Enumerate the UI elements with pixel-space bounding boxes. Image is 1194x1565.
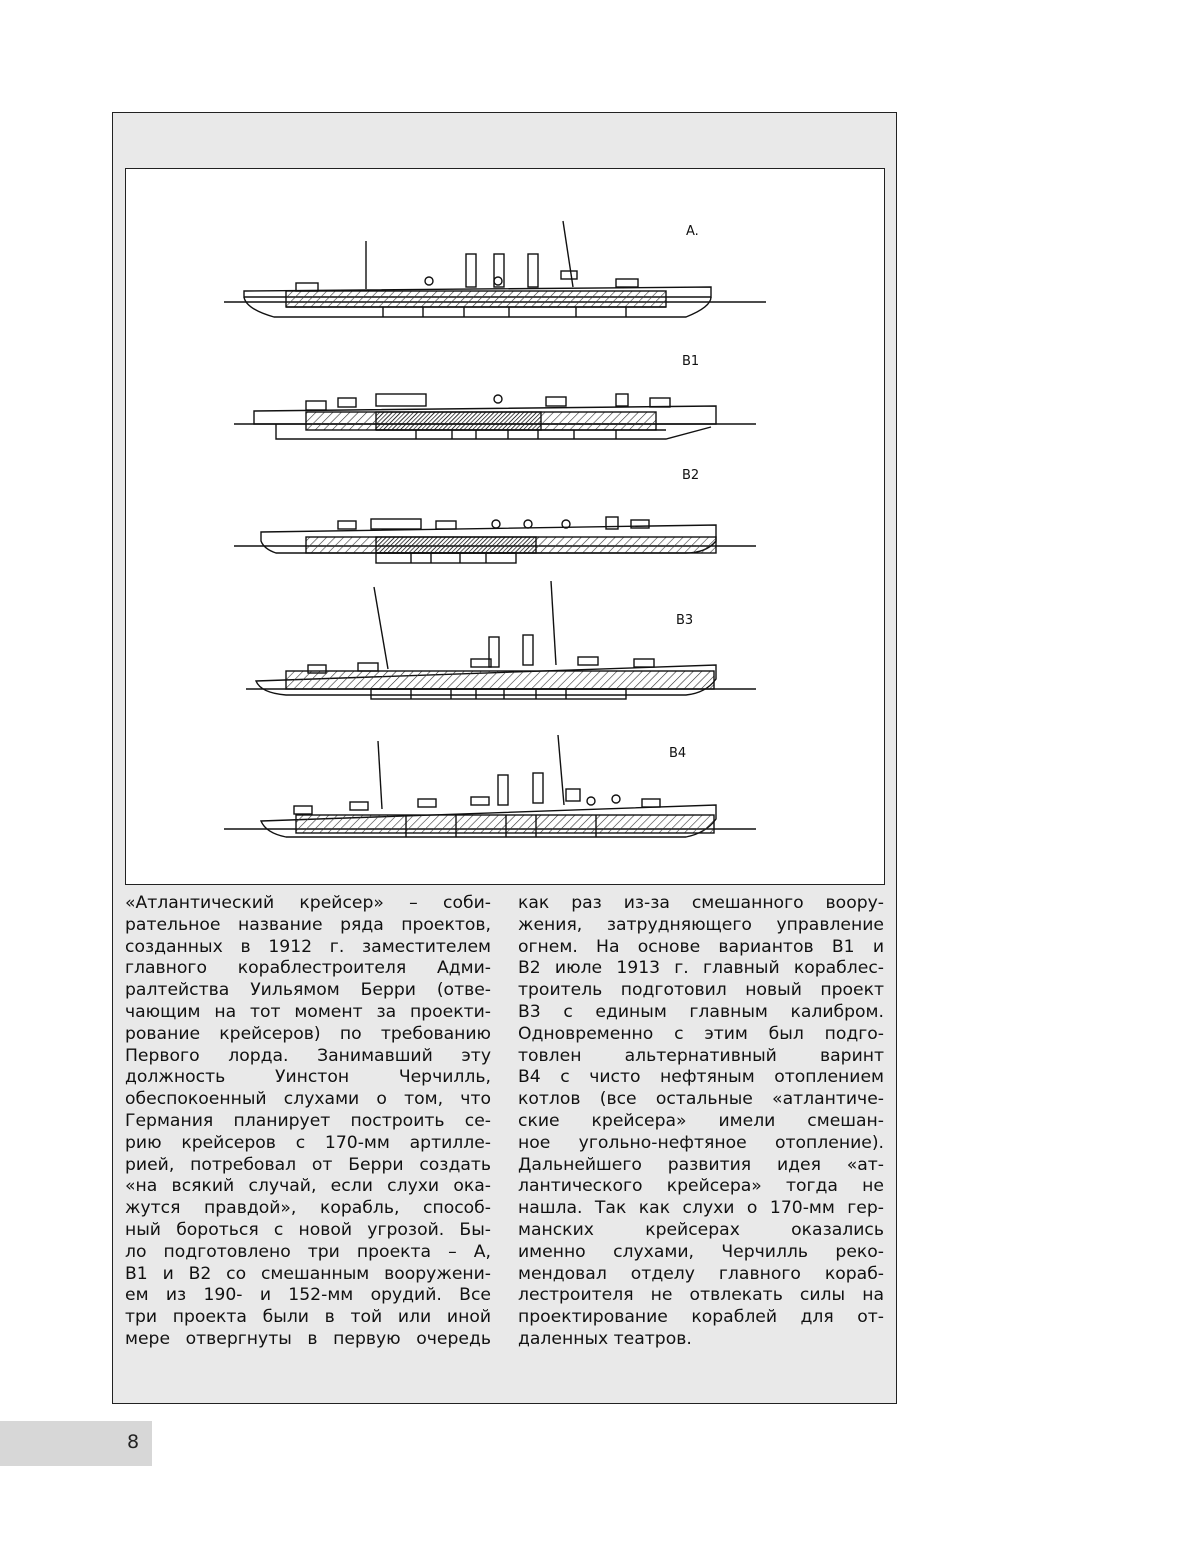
ship-profile-b3 <box>246 581 756 699</box>
text-line: жения, затрудняющего управление <box>518 914 884 935</box>
text-line: котлов (все остальные «атлантиче- <box>518 1089 884 1110</box>
text-line: должность Уинстон Черчилль, <box>125 1067 491 1088</box>
text-line: ное угольно-нефтяное отопление). <box>518 1132 884 1153</box>
text-column-right <box>518 893 884 1351</box>
text-line: рию крейсеров с 170-мм артилле- <box>125 1132 491 1153</box>
text-line: В1 и В2 со смешанным вооружени- <box>125 1263 491 1284</box>
variant-label-b3: B3 <box>676 613 694 628</box>
variant-label-b1: B1 <box>682 354 700 369</box>
text-line: Одновременно с этим был подго- <box>518 1023 884 1044</box>
text-line: проектирование кораблей для от- <box>518 1307 884 1328</box>
text-line: ло подготовлено три проекта – А, <box>125 1241 491 1262</box>
text-line: рование крейсеров) по требованию <box>125 1023 491 1044</box>
text-line: рательное название ряда проектов, <box>125 914 491 935</box>
ship-profiles-svg <box>126 169 883 883</box>
text-line: созданных в 1912 г. заместителем <box>125 936 491 957</box>
text-line: ный бороться с новой угрозой. Бы- <box>125 1219 491 1240</box>
text-line: огнем. На основе вариантов В1 и <box>518 936 884 957</box>
text-line: товлен альтернативный варинт <box>518 1045 884 1066</box>
text-line: обеспокоенный слухами о том, что <box>125 1089 491 1110</box>
text-line: Дальнейшего развития идея «ат- <box>518 1154 884 1175</box>
text-line: как раз из-за смешанного воору- <box>518 893 884 913</box>
ship-profile-a <box>224 221 766 317</box>
ship-profile-b1 <box>234 394 756 439</box>
text-line: ские крейсера» имели смешан- <box>518 1110 884 1131</box>
text-line: три проекта были в той или иной <box>125 1307 491 1328</box>
text-line: нашла. Так как слухи о 170-мм гер- <box>518 1198 884 1219</box>
text-line: «Атлантический крейсер» – соби- <box>125 893 491 913</box>
text-line: «на всякий случай, если слухи ока- <box>125 1176 491 1197</box>
text-line: именно слухами, Черчилль реко- <box>518 1241 884 1262</box>
text-line: Германия планирует построить се- <box>125 1110 491 1131</box>
text-line: лантического крейсера» тогда не <box>518 1176 884 1197</box>
ship-profile-b2 <box>234 517 756 563</box>
text-line: чающим на тот момент за проекти- <box>125 1001 491 1022</box>
variant-label-b2: B2 <box>682 468 700 483</box>
text-line: даленных театров. <box>518 1328 692 1349</box>
text-line: В2 июле 1913 г. главный кораблес- <box>518 958 884 979</box>
text-line: рией, потребовал от Берри создать <box>125 1154 491 1175</box>
sidebar-box <box>112 112 897 1404</box>
page-number: 8 <box>127 1431 140 1453</box>
text-line: ем из 190- и 152-мм орудий. Все <box>125 1285 491 1306</box>
text-line: В3 с единым главным калибром. <box>518 1001 884 1022</box>
text-line: лестроителя не отвлекать силы на <box>518 1285 884 1306</box>
text-line: жутся правдой», корабль, способ- <box>125 1198 491 1219</box>
text-line: ралтейства Уильямом Берри (отве- <box>125 980 491 1001</box>
text-line: Первого лорда. Занимавший эту <box>125 1045 491 1066</box>
text-line: мендовал отделу главного кораб- <box>518 1263 884 1284</box>
ship-drawings-figure <box>125 168 885 885</box>
variant-label-a: A. <box>686 224 699 239</box>
text-line: В4 с чисто нефтяным отоплением <box>518 1067 884 1088</box>
text-column-left <box>125 893 491 1351</box>
text-line: троитель подготовил новый проект <box>518 980 884 1001</box>
text-line: главного кораблестроителя Адми- <box>125 958 491 979</box>
text-line: манских крейсерах оказались <box>518 1219 884 1240</box>
variant-label-b4: B4 <box>669 746 687 761</box>
page-number-tab <box>0 1421 152 1466</box>
text-line: мере отвергнуты в первую очередь <box>125 1328 491 1349</box>
